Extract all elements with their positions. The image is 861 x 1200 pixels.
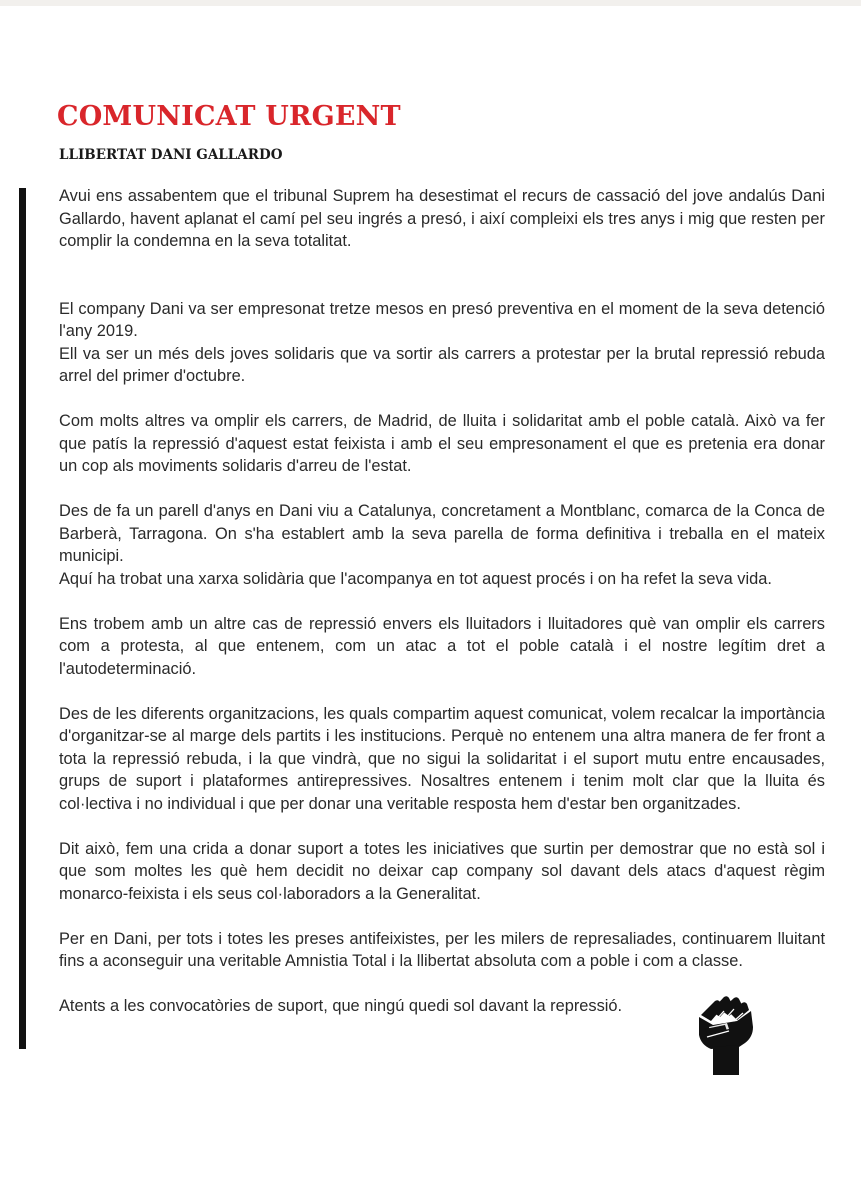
paragraph-repression: Ens trobem amb un altre cas de repressió envers els lluitadors i lluitadores què van omplir els carrers com a protesta, al que entenem, com un atac a tot el poble català i el nostre legítim dret a l'autodeterminació. <box>59 614 825 678</box>
paragraph-detention-line1: El company Dani va ser empresonat tretze mesos en presó preventiva en el moment de la seva detenció l'any 2019. <box>59 299 825 340</box>
paragraph-detention-line2: Ell va ser un més dels joves solidaris que va sortir als carrers a protestar per la brutal repressió rebuda arrel del primer d'octubre. <box>59 344 825 385</box>
page-title: COMUNICAT URGENT <box>57 101 401 132</box>
paragraph-call: Dit això, fem una crida a donar suport a totes les iniciatives que surtin per demostrar que no està sol i que som moltes les què hem decidit no deixar cap company sol davant dels atacs d'aquest règim monarco-feixista i els seus col·laboradors a la Generalitat. <box>59 839 825 903</box>
paragraph-catalunya-line2: Aquí ha trobat una xarxa solidària que l'acompanya en tot aquest procés i on ha refet la seva vida. <box>59 569 772 588</box>
paragraph-closing: Atents a les convocatòries de suport, que ningú quedi sol davant la repressió. <box>59 997 623 1015</box>
paragraph-amnesty: Per en Dani, per tots i totes les preses antifeixistes, per les milers de represaliades, continuarem lluitant fins a aconseguir una veritable Amnistia Total i la llibertat absoluta com a poble i com a classe. <box>59 929 825 970</box>
paragraph-catalunya <box>59 500 825 590</box>
paragraph-catalunya-line1: Des de fa un parell d'anys en Dani viu a Catalunya, concretament a Montblanc, comarca de la Conca de Barberà, Tarragona. On s'ha establert amb la seva parella de forma definitiva i treballa en el mateix municipi. <box>59 502 825 565</box>
paragraph-detention <box>59 298 825 388</box>
paragraph-intro: Avui ens assabentem que el tribunal Suprem ha desestimat el recurs de cassació del jove andalús Dani Gallardo, havent aplanat el camí pel seu ingrés a presó, i així compleixi els tres anys i mig que resten per complir la condemna en la seva totalitat. <box>59 187 825 250</box>
paragraph-organizations: Des de les diferents organitzacions, les quals compartim aquest comunicat, volem recalcar la importància d'organitzar-se al marge dels partits i les institucions. Perquè no entenem una altra manera de fer front a tota la repressió rebuda, i la que vindrà, que no sigui la solidaritat i el suport mutu entre encausades, grups de suport i plataformes antirepressives. Nosaltres entenem i tenim molt clar que la lluita és col·lectiva i no individual i que per donar una veritable resposta hem d'estar ben organitzades. <box>59 704 825 813</box>
left-accent-bar <box>19 188 26 1049</box>
communique-body <box>59 185 825 1040</box>
raised-fist-icon <box>693 993 755 1075</box>
paragraph-madrid: Com molts altres va omplir els carrers, de Madrid, de lluita i solidaritat amb el poble català. Això va fer que patís la repressió d'aquest estat feixista i amb el seu empresonament el que es pretenia era donar un cop als moviments solidaris d'arreu de l'estat. <box>59 412 825 475</box>
page-top-edge <box>0 0 861 6</box>
page-subtitle: LLIBERTAT DANI GALLARDO <box>59 147 283 163</box>
